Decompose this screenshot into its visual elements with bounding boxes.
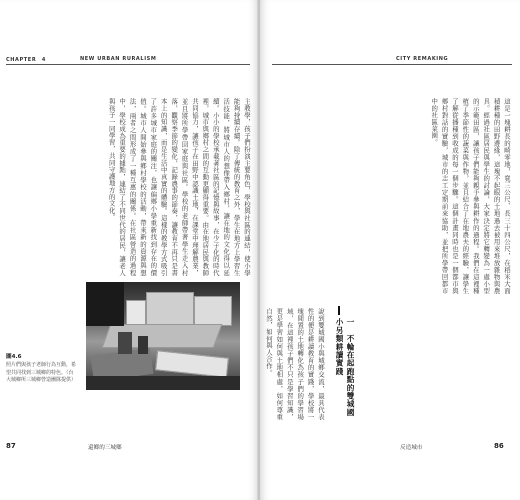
header-rule-left — [6, 64, 250, 65]
right-body-text-top: 這是一塊耕長的畸零地，寬三公尺、長三十四公尺，在稻米大面積耕種的田野邊緣，這塊不起眼的土地過去被用來堆放雜物與農具。經過社區居民與學生的討論，大家決定將它轉變為一處小型的示範田區，讓孩子們能夠親手參與耕作的過程。我們在這裡種植了季節性的蔬菜與作物，並且結合了在地農夫的經驗，讓學生了解從播種到收成的每一個步驟。這個計畫同時也是一個都市與鄉村對話的實驗，城市的志工定期前來協助，並把所學帶回都市中的社區菜園。 — [430, 98, 511, 294]
running-header-right: CITY REMAKING — [396, 56, 449, 62]
right-body-text-bottom: 說到雙城國小與城鄉交流，最具代表性的便是耕讀教育的實踐，學校將一塊閒置的土地轉化為孩子們的學習場域，在這裡孩子們不只是學習知識，更是學習如何與土地相處，如何尊重自然，如何與人合作。 — [264, 308, 325, 420]
left-page — [0, 0, 258, 500]
running-header-left: NEW URBAN RURALISM — [80, 56, 157, 62]
right-page — [260, 0, 520, 500]
figure-photo — [86, 282, 240, 390]
footer-title-left: 還鄉的三城鄉 — [88, 445, 122, 451]
page-number-right: 86 — [494, 442, 504, 450]
section-heading: 一 不輪在起跑點的雙城國小另類耕讀實踐 — [335, 318, 355, 417]
left-body-text: 主教學，孩子們扮演主要角色，學校與社區的連結，使小學能夠持續存續。除了傳統的教育之外，學生在地方上學習生活技能，將城市人的想像帶入鄉村，讓在地的文化得以延續。小小的學校承載著社區的記憶與故事，在少子化的時代裡，城市與鄉村之間的互動更顯得重要。由在地居民與教師共同協力，讓孩子在田野中認識土地，在課堂中理解農業，並且將所學帶回家庭與社區。學校的老師帶著學生走入村落，觀察季節的變化，記錄農事的節奏，讓教育不再只是書本上的知識，而是生活中真實的體驗。這樣的教學方式吸引了許多城市家庭的關注，也讓偏鄉小學重新找到存在的價值。城市人開始參與鄉村學校的活動，帶來新的資源與想法，兩者之間形成了一種互惠的關係。在社區營造的過程中，學校成為重要的據點，連結了不同世代的居民，讓老人與孩子一同學習，共同守護地方的文化。 — [107, 98, 251, 276]
chapter-label: CHAPTER 4 — [6, 57, 46, 63]
figure-label: 圖4.6 — [6, 354, 22, 360]
page-number-left: 87 — [6, 442, 16, 450]
footer-title-right: 反造城市 — [400, 445, 423, 451]
figure-caption: 照片們與孩子老師行為互動，希望共同找到三城鄉的特色。（台大城鄉所三城鄉營造團隊提供） — [6, 362, 77, 384]
section-marker — [338, 306, 340, 315]
header-rule-right — [272, 64, 512, 65]
